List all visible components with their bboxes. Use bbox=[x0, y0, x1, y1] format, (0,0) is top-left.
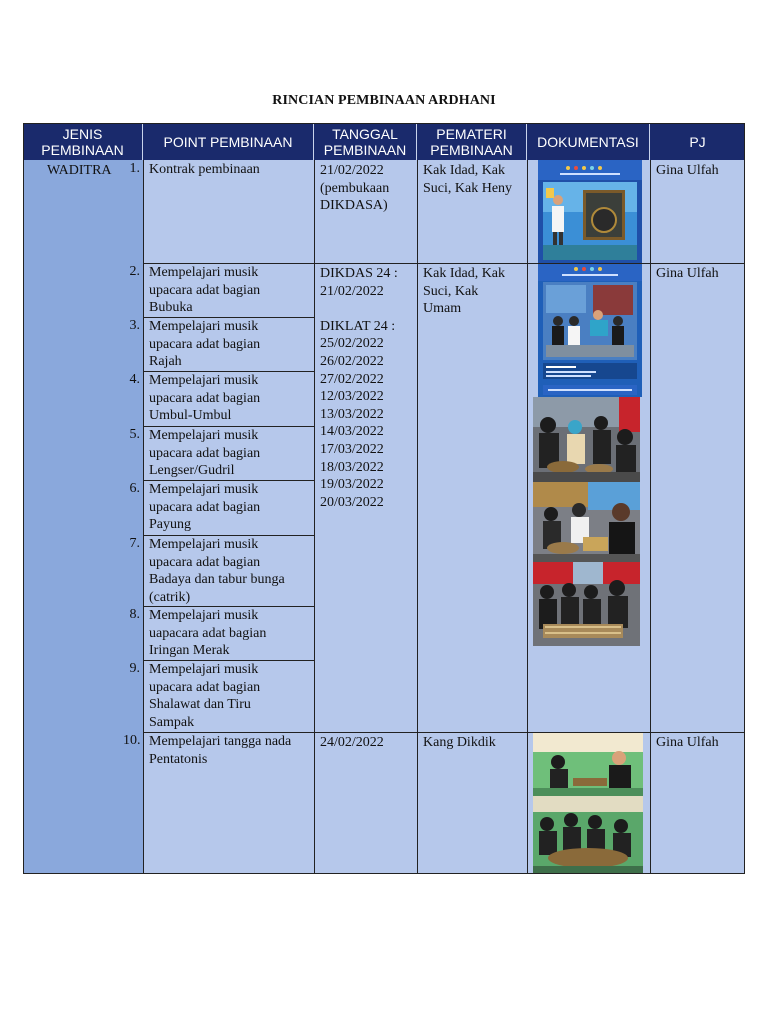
point-number: 1. bbox=[129, 161, 140, 176]
point-text: Kontrak pembinaan bbox=[149, 162, 260, 177]
point-text: Mempelajari musik upacara adat bagian Payung bbox=[149, 482, 261, 533]
point-number: 4. bbox=[129, 372, 140, 387]
header-point: POINT PEMBINAAN bbox=[143, 123, 314, 160]
point-text: Mempelajari musik upacara adat bagian Shalawat dan Tiru Sampak bbox=[149, 662, 261, 730]
column-divider bbox=[650, 160, 651, 874]
point-text: Mempelajari musik upacara adat bagian Rajah bbox=[149, 319, 261, 370]
tanggal-cell-1: 21/02/2022 (pembukaan DIKDASA) bbox=[314, 160, 417, 263]
pembinaan-table bbox=[23, 123, 745, 874]
doc-photo-poster-1 bbox=[538, 160, 642, 263]
column-divider bbox=[314, 160, 315, 874]
pemateri-cell-2: Kak Idad, Kak Suci, Kak Umam bbox=[417, 263, 527, 732]
pemateri-cell-3: Kang Dikdik bbox=[417, 732, 527, 874]
point-number: 3. bbox=[129, 318, 140, 333]
header-dokumentasi: DOKUMENTASI bbox=[527, 123, 650, 160]
point-number: 6. bbox=[129, 481, 140, 496]
point-divider bbox=[143, 480, 314, 481]
doc-photo-poster-2 bbox=[538, 263, 642, 397]
table-border bbox=[23, 123, 745, 124]
point-divider bbox=[143, 606, 314, 607]
point-divider bbox=[143, 371, 314, 372]
pj-cell-3: Gina Ulfah bbox=[650, 732, 745, 874]
doc-photo-pentatonis-1 bbox=[533, 732, 643, 796]
header-jenis: JENIS PEMBINAAN bbox=[23, 123, 143, 160]
point-number: 7. bbox=[129, 536, 140, 551]
column-divider bbox=[143, 160, 144, 874]
column-divider bbox=[527, 160, 528, 874]
table-border bbox=[744, 123, 745, 874]
header-pemateri: PEMATERI PEMBINAAN bbox=[417, 123, 527, 160]
point-number: 9. bbox=[129, 661, 140, 676]
doc-photo-pentatonis-2 bbox=[533, 796, 643, 874]
header-pj: PJ bbox=[650, 123, 745, 160]
point-divider bbox=[143, 660, 314, 661]
doc-photo-practice-2 bbox=[533, 482, 640, 562]
jenis-label: WADITRA bbox=[47, 163, 112, 178]
point-text: Mempelajari musik upacara adat bagian Bubuka bbox=[149, 265, 261, 316]
point-text: Mempelajari tangga nada Pentatonis bbox=[149, 734, 292, 767]
header-tanggal: TANGGAL PEMBINAAN bbox=[314, 123, 417, 160]
point-divider bbox=[143, 535, 314, 536]
point-number: 5. bbox=[129, 427, 140, 442]
column-divider bbox=[417, 160, 418, 874]
row-divider bbox=[143, 263, 745, 264]
pj-cell-1: Gina Ulfah bbox=[650, 160, 745, 263]
pj-cell-2: Gina Ulfah bbox=[650, 263, 745, 732]
tanggal-cell-3: 24/02/2022 bbox=[314, 732, 417, 874]
document-title: RINCIAN PEMBINAAN ARDHANI bbox=[272, 93, 496, 108]
point-number: 8. bbox=[129, 607, 140, 622]
table-border bbox=[23, 123, 24, 874]
pemateri-cell-1: Kak Idad, Kak Suci, Kak Heny bbox=[417, 160, 527, 263]
point-divider bbox=[143, 317, 314, 318]
row-divider bbox=[143, 732, 745, 733]
tanggal-cell-2: DIKDAS 24 : 21/02/2022 DIKLAT 24 : 25/02/2022 26/02/2022 27/02/2022 12/03/2022 13/03/2022 14/03/2022 17/03/2022 18/03/2022 19/03/2022 20/03/2022 bbox=[314, 263, 417, 732]
point-divider bbox=[143, 426, 314, 427]
doc-photo-practice-1 bbox=[533, 397, 640, 482]
point-number: 2. bbox=[129, 264, 140, 279]
table-border bbox=[23, 873, 745, 874]
point-text: Mempelajari musik upacara adat bagian Umbul-Umbul bbox=[149, 373, 261, 424]
point-text: Mempelajari musik uapacara adat bagian Iringan Merak bbox=[149, 608, 267, 659]
point-text: Mempelajari musik upacara adat bagian Badaya dan tabur bunga (catrik) bbox=[149, 537, 285, 605]
doc-photo-practice-3 bbox=[533, 562, 640, 646]
point-number: 10. bbox=[123, 733, 141, 748]
point-text: Mempelajari musik upacara adat bagian Lengser/Gudril bbox=[149, 428, 261, 479]
